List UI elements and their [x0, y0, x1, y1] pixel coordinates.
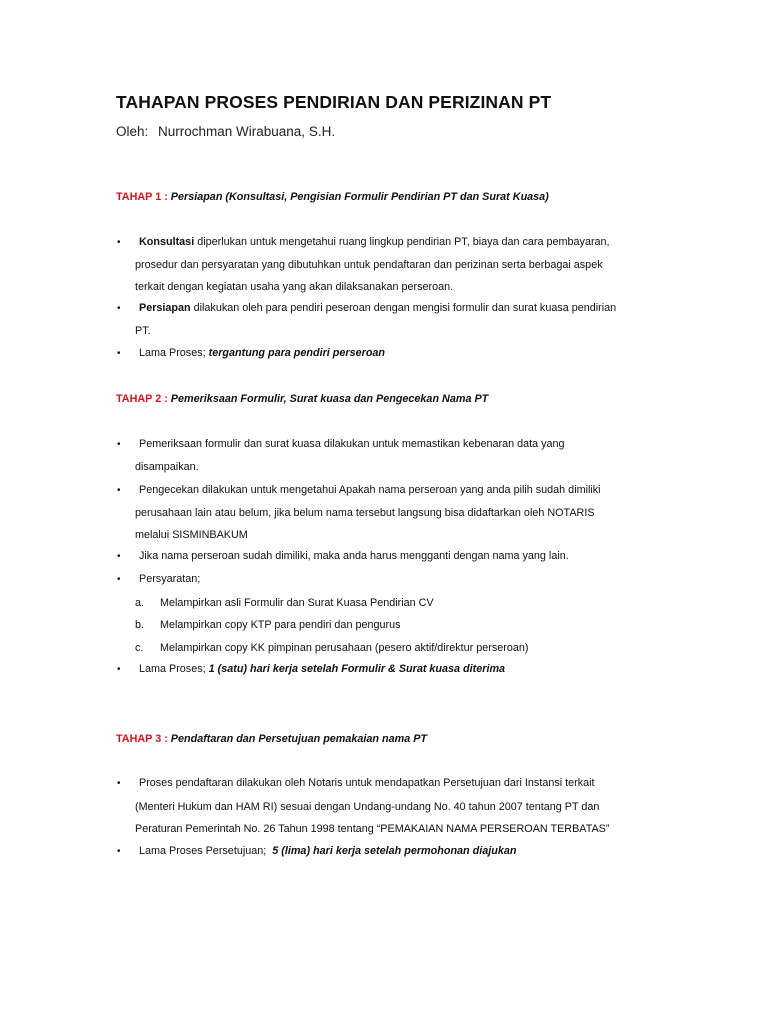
- sub-item-marker: a.: [135, 597, 145, 609]
- bullet-icon: •: [117, 664, 121, 675]
- list-item-continued: terkait dengan kegiatan usaha yang akan dilaksanakan perseroan.: [135, 281, 454, 293]
- bullet-icon: •: [117, 348, 121, 359]
- list-item: Pengecekan dilakukan untuk mengetahui Apakah nama perseroan yang anda pilih sudah dimiliki: [139, 484, 601, 496]
- stage-2-description: Pemeriksaan Formulir, Surat kuasa dan Pengecekan Nama PT: [170, 393, 489, 405]
- stage-2-number: TAHAP 2 :: [116, 393, 168, 405]
- list-item: Persyaratan;: [139, 573, 201, 585]
- bullet-icon: •: [117, 485, 121, 496]
- sub-item-marker: c.: [135, 642, 144, 654]
- list-item: Konsultasi diperlukan untuk mengetahui ruang lingkup pendirian PT, biaya dan cara pembayaran,: [139, 236, 610, 248]
- stage-1-number: TAHAP 1 :: [116, 191, 168, 203]
- stage-3-number: TAHAP 3 :: [116, 733, 168, 745]
- bullet-icon: •: [117, 303, 121, 314]
- bullet-icon: •: [117, 778, 121, 789]
- list-item: Jika nama perseroan sudah dimiliki, maka anda harus mengganti dengan nama yang lain.: [139, 550, 569, 562]
- list-item-continued: perusahaan lain atau belum, jika belum nama tersebut langsung bisa didaftarkan oleh NOTARIS: [135, 507, 595, 519]
- bullet-icon: •: [117, 551, 121, 562]
- list-item: Lama Proses; tergantung para pendiri perseroan: [139, 347, 386, 359]
- list-item: Lama Proses Persetujuan; 5 (lima) hari kerja setelah permohonan diajukan: [139, 845, 517, 857]
- author-label: Oleh:: [116, 124, 149, 139]
- list-item: Proses pendaftaran dilakukan oleh Notaris untuk mendapatkan Persetujuan dari Instansi terkait: [139, 777, 595, 789]
- list-item-continued: (Menteri Hukum dan HAM RI) sesuai dengan Undang-undang No. 40 tahun 2007 tentang PT dan: [135, 801, 600, 813]
- stage-3-description: Pendaftaran dan Persetujuan pemakaian nama PT: [170, 733, 428, 745]
- stage-2-heading: [116, 393, 488, 405]
- list-item: Lama Proses; 1 (satu) hari kerja setelah Formulir & Surat kuasa diterima: [139, 663, 506, 675]
- list-item-continued: prosedur dan persyaratan yang dibutuhkan untuk pendaftaran dan perizinan serta berbagai aspek: [135, 259, 603, 271]
- list-item-continued: melalui SISMINBAKUM: [135, 529, 248, 541]
- bullet-icon: •: [117, 574, 121, 585]
- bullet-icon: •: [117, 237, 121, 248]
- list-item: Pemeriksaan formulir dan surat kuasa dilakukan untuk memastikan kebenaran data yang: [139, 438, 565, 450]
- sub-list-item: Melampirkan asli Formulir dan Surat Kuasa Pendirian CV: [160, 597, 434, 609]
- document-title: TAHAPAN PROSES PENDIRIAN DAN PERIZINAN PT: [116, 92, 552, 112]
- list-item: Persiapan dilakukan oleh para pendiri peseroan dengan mengisi formulir dan surat kuasa pendirian: [139, 302, 617, 314]
- sub-list-item: Melampirkan copy KK pimpinan perusahaan (pesero aktif/direktur perseroan): [160, 642, 529, 654]
- author-name: Nurrochman Wirabuana, S.H.: [158, 124, 336, 139]
- stage-1-description: Persiapan (Konsultasi, Pengisian Formulir Pendirian PT dan Surat Kuasa): [170, 191, 549, 203]
- stage-3-heading: [116, 733, 427, 745]
- sub-item-marker: b.: [135, 619, 145, 631]
- list-item-continued: PT.: [135, 325, 151, 337]
- list-item-continued: Peraturan Pemerintah No. 26 Tahun 1998 tentang “PEMAKAIAN NAMA PERSEROAN TERBATAS”: [135, 823, 610, 835]
- sub-list-item: Melampirkan copy KTP para pendiri dan pengurus: [160, 619, 401, 631]
- bullet-icon: •: [117, 846, 121, 857]
- list-item-continued: disampaikan.: [135, 461, 199, 473]
- stage-1-heading: [116, 191, 549, 203]
- bullet-icon: •: [117, 439, 121, 450]
- author-line: [116, 124, 335, 139]
